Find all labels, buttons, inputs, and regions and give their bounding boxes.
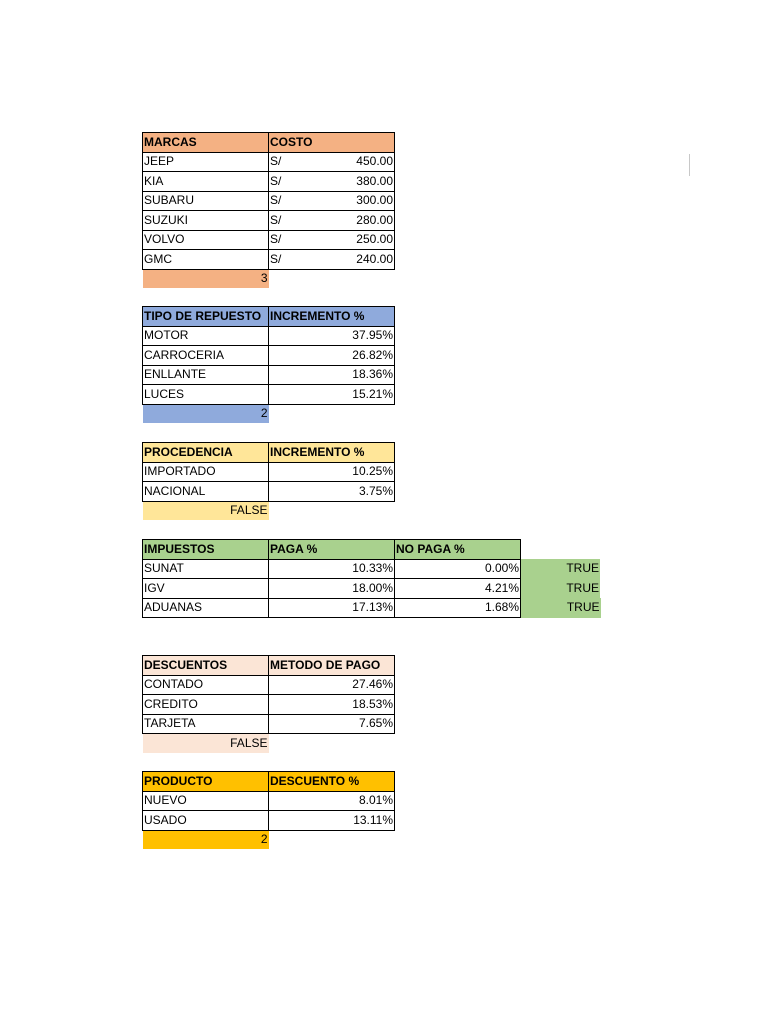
result-row [143,404,395,423]
marca-cell[interactable]: JEEP [143,152,269,172]
table-row [143,346,395,366]
result-row [143,269,395,288]
table-row [143,559,601,579]
procedencia-result-cell[interactable]: FALSE [143,501,269,520]
descuento-cell[interactable]: CONTADO [143,675,269,695]
cost-cell[interactable]: S/ 280.00 [269,211,395,231]
procedencia-header-row [143,443,395,463]
empty-cell[interactable] [269,830,395,849]
incremento-cell[interactable]: 26.82% [269,346,395,366]
impuesto-cell[interactable]: ADUANAS [143,598,269,618]
empty-cell[interactable] [269,501,395,520]
table-row [143,191,395,211]
repuesto-result-cell[interactable]: 2 [143,404,269,423]
marca-cell[interactable]: GMC [143,250,269,270]
metodo-pago-cell[interactable]: 7.65% [269,714,395,734]
producto-cell[interactable]: USADO [143,811,269,831]
table-row [143,172,395,192]
paga-cell[interactable]: 17.13% [269,598,395,618]
marcas-header[interactable]: MARCAS [143,133,269,153]
procedencia-cell[interactable]: IMPORTADO [143,462,269,482]
flag-cell[interactable]: TRUE [521,559,601,579]
tipo-repuesto-header[interactable]: TIPO DE REPUESTO [143,307,269,327]
incremento-cell[interactable]: 18.36% [269,365,395,385]
impuesto-cell[interactable]: IGV [143,579,269,599]
descuentos-result-cell[interactable]: FALSE [143,734,269,753]
table-row [143,791,395,811]
impuestos-header-row [143,540,601,560]
marcas-result-cell[interactable]: 3 [143,269,269,288]
producto-result-cell[interactable]: 2 [143,830,269,849]
descuento-cell[interactable]: CREDITO [143,695,269,715]
flag-cell[interactable]: TRUE [521,598,601,618]
incremento-header[interactable]: INCREMENTO % [269,307,395,327]
cost-cell[interactable]: S/ 380.00 [269,172,395,192]
cost-cell[interactable]: S/ 250.00 [269,230,395,250]
marca-cell[interactable]: VOLVO [143,230,269,250]
paga-header[interactable]: PAGA % [269,540,395,560]
repuesto-cell[interactable]: LUCES [143,385,269,405]
costo-header[interactable]: COSTO [269,133,395,153]
metodo-pago-header[interactable]: METODO DE PAGO [269,656,395,676]
paga-cell[interactable]: 10.33% [269,559,395,579]
impuesto-cell[interactable]: SUNAT [143,559,269,579]
table-row [143,211,395,231]
empty-cell[interactable] [269,734,395,753]
incremento-cell[interactable]: 10.25% [269,462,395,482]
marca-cell[interactable]: SUZUKI [143,211,269,231]
repuesto-table [142,306,395,423]
producto-table [142,771,395,849]
metodo-pago-cell[interactable]: 18.53% [269,695,395,715]
producto-header[interactable]: PRODUCTO [143,772,269,792]
flag-cell[interactable]: TRUE [521,579,601,599]
incremento-cell[interactable]: 37.95% [269,326,395,346]
table-row [143,365,395,385]
cell-cursor-marker [689,154,690,176]
descuentos-header-row [143,656,395,676]
descuentos-header[interactable]: DESCUENTOS [143,656,269,676]
metodo-pago-cell[interactable]: 27.46% [269,675,395,695]
no-paga-header[interactable]: NO PAGA % [395,540,521,560]
table-row [143,326,395,346]
procedencia-header[interactable]: PROCEDENCIA [143,443,269,463]
result-row [143,501,395,520]
no-paga-cell[interactable]: 1.68% [395,598,521,618]
table-row [143,579,601,599]
repuesto-cell[interactable]: ENLLANTE [143,365,269,385]
impuestos-header[interactable]: IMPUESTOS [143,540,269,560]
table-row [143,598,601,618]
incremento-header[interactable]: INCREMENTO % [269,443,395,463]
table-row [143,250,395,270]
descuento-cell[interactable]: TARJETA [143,714,269,734]
table-row [143,811,395,831]
cost-cell[interactable]: S/ 450.00 [269,152,395,172]
table-row [143,482,395,502]
marcas-header-row [143,133,395,153]
incremento-cell[interactable]: 3.75% [269,482,395,502]
descuento-cell[interactable]: 8.01% [269,791,395,811]
producto-cell[interactable]: NUEVO [143,791,269,811]
empty-cell[interactable] [521,540,601,560]
procedencia-table [142,442,395,520]
incremento-cell[interactable]: 15.21% [269,385,395,405]
producto-header-row [143,772,395,792]
repuesto-header-row [143,307,395,327]
repuesto-cell[interactable]: MOTOR [143,326,269,346]
table-row [143,462,395,482]
no-paga-cell[interactable]: 4.21% [395,579,521,599]
table-row [143,152,395,172]
table-row [143,675,395,695]
empty-cell[interactable] [269,269,395,288]
marca-cell[interactable]: SUBARU [143,191,269,211]
repuesto-cell[interactable]: CARROCERIA [143,346,269,366]
procedencia-cell[interactable]: NACIONAL [143,482,269,502]
no-paga-cell[interactable]: 0.00% [395,559,521,579]
descuento-cell[interactable]: 13.11% [269,811,395,831]
descuentos-table [142,655,395,753]
table-row [143,714,395,734]
empty-cell[interactable] [269,404,395,423]
impuestos-table [142,539,601,618]
cost-cell[interactable]: S/ 300.00 [269,191,395,211]
paga-cell[interactable]: 18.00% [269,579,395,599]
table-row [143,385,395,405]
descuento-header[interactable]: DESCUENTO % [269,772,395,792]
marcas-table [142,132,395,288]
result-row [143,734,395,753]
table-row [143,230,395,250]
table-row [143,695,395,715]
cost-cell[interactable]: S/ 240.00 [269,250,395,270]
result-row [143,830,395,849]
marca-cell[interactable]: KIA [143,172,269,192]
